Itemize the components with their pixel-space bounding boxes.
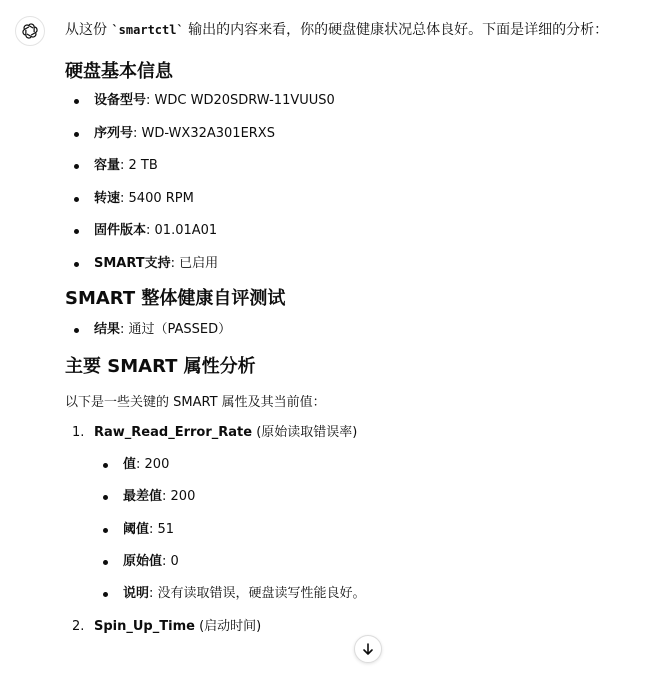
assistant-avatar xyxy=(15,16,45,46)
heading-attributes: 主要 SMART 属性分析 xyxy=(65,355,256,377)
item-number: 1. xyxy=(72,424,85,440)
list-item: 容量: 2 TB xyxy=(65,156,635,176)
basic-info-list xyxy=(65,91,635,274)
detail-item: 阈值: 51 xyxy=(94,520,635,540)
list-item: 转速: 5400 RPM xyxy=(65,189,635,209)
list-item: 固件版本: 01.01A01 xyxy=(65,221,635,241)
scroll-to-bottom-button[interactable] xyxy=(354,635,382,663)
list-item: SMART支持: 已启用 xyxy=(65,254,635,274)
attributes-lead: 以下是一些关键的 SMART 属性及其当前值： xyxy=(65,394,326,410)
attributes-list xyxy=(65,423,635,637)
self-test-list xyxy=(65,320,635,340)
attribute-item: 2. Spin_Up_Time (启动时间) xyxy=(65,617,635,637)
attribute-details xyxy=(94,455,635,604)
list-item: 结果: 通过（PASSED） xyxy=(65,320,635,340)
list-item: 序列号: WD-WX32A301ERXS xyxy=(65,124,635,144)
message-content xyxy=(65,18,635,637)
item-number: 2. xyxy=(72,619,85,635)
detail-item: 原始值: 0 xyxy=(94,552,635,572)
arrow-down-icon xyxy=(361,642,375,656)
attribute-name: Raw_Read_Error_Rate xyxy=(94,424,253,440)
openai-logo-icon xyxy=(21,22,39,40)
detail-item: 说明: 没有读取错误，硬盘读写性能良好。 xyxy=(94,584,635,604)
inline-code: `smartctl` xyxy=(111,23,184,37)
attribute-item: 1. Raw_Read_Error_Rate (原始读取错误率) 值: 200 最差值: 200 阈值: 51 原始值: 0 说明: 没有读取错误，硬盘读写性能良好。 xyxy=(65,423,635,604)
detail-item: 值: 200 xyxy=(94,455,635,475)
detail-item: 最差值: 200 xyxy=(94,487,635,507)
heading-self-test: SMART 整体健康自评测试 xyxy=(65,287,286,309)
attribute-name: Spin_Up_Time xyxy=(94,619,195,635)
heading-basic-info: 硬盘基本信息 xyxy=(65,61,173,82)
intro-paragraph: 从这份 `smartctl` 输出的内容来看，你的硬盘健康状况总体良好。下面是详细的分析： xyxy=(65,22,609,38)
list-item: 设备型号: WDC WD20SDRW-11VUUS0 xyxy=(65,91,635,111)
